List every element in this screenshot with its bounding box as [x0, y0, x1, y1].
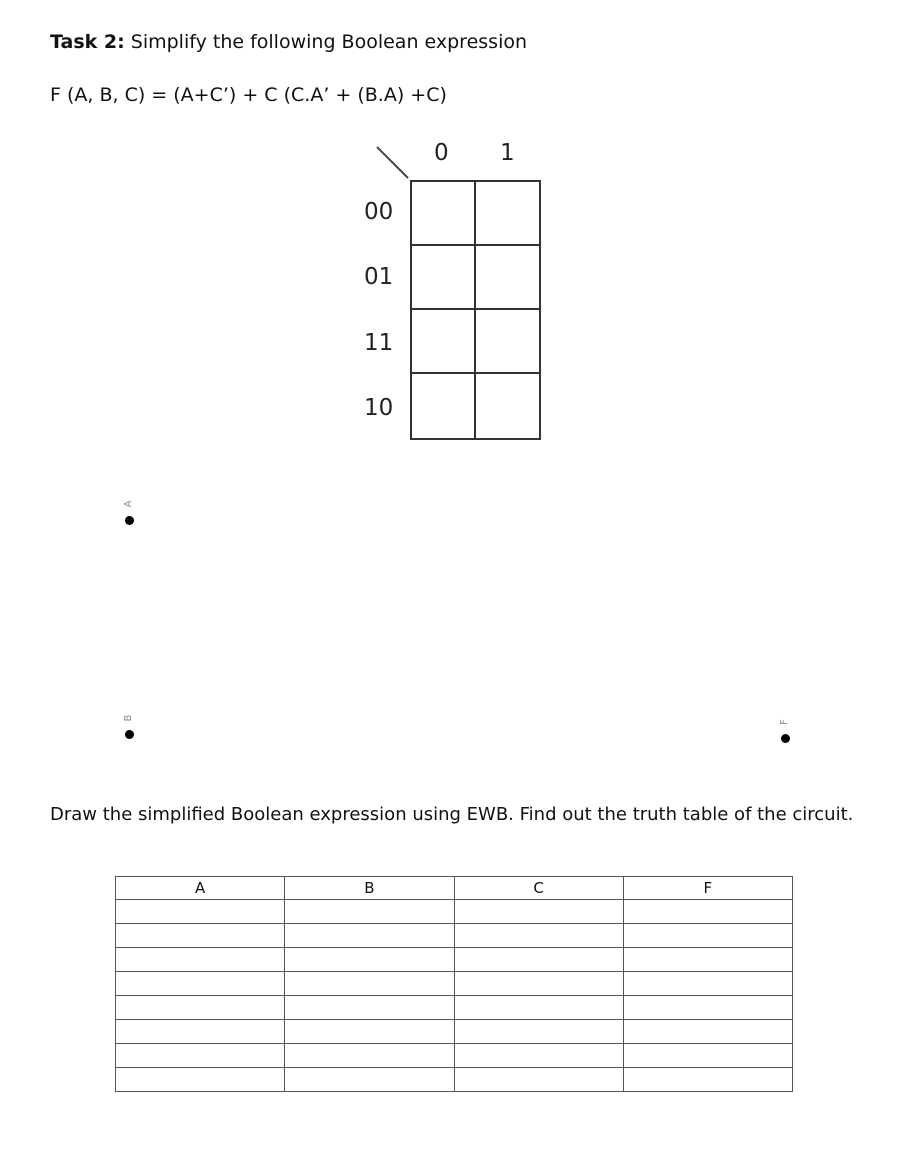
table-cell[interactable]	[285, 948, 454, 972]
table-cell[interactable]	[116, 1068, 285, 1092]
table-cell[interactable]	[454, 972, 623, 996]
kmap-cell[interactable]	[412, 246, 476, 310]
table-cell[interactable]	[454, 996, 623, 1020]
table-row	[116, 1068, 793, 1092]
table-cell[interactable]	[454, 1044, 623, 1068]
truth-table-header-row	[116, 877, 793, 900]
table-cell[interactable]	[116, 1044, 285, 1068]
output-terminal-f[interactable]	[775, 716, 795, 743]
table-cell[interactable]	[623, 948, 792, 972]
table-row	[116, 900, 793, 924]
table-cell[interactable]	[285, 1020, 454, 1044]
table-row	[116, 972, 793, 996]
table-row	[116, 1044, 793, 1068]
kmap-row-label: 11	[364, 330, 394, 356]
input-terminal-a[interactable]	[119, 498, 139, 525]
kmap-grid	[410, 180, 541, 440]
table-cell[interactable]	[623, 996, 792, 1020]
task-heading: Task 2:	[50, 31, 125, 53]
kmap-row-label: 10	[364, 395, 394, 421]
truth-table-body	[116, 900, 793, 1092]
task-title-text: Simplify the following Boolean expression	[130, 31, 528, 53]
table-cell[interactable]	[454, 1020, 623, 1044]
kmap-cell[interactable]	[412, 374, 476, 438]
table-cell[interactable]	[454, 924, 623, 948]
kmap-column-label: 0	[434, 140, 449, 166]
column-header-a: A	[116, 877, 285, 900]
table-cell[interactable]	[623, 972, 792, 996]
table-cell[interactable]	[623, 1020, 792, 1044]
kmap-cell[interactable]	[476, 310, 540, 374]
terminal-label-f: F	[779, 719, 790, 725]
terminal-dot-a[interactable]	[125, 516, 134, 525]
table-cell[interactable]	[623, 900, 792, 924]
table-cell[interactable]	[623, 924, 792, 948]
table-cell[interactable]	[116, 996, 285, 1020]
kmap-cell[interactable]	[412, 310, 476, 374]
table-cell[interactable]	[116, 900, 285, 924]
terminal-dot-b[interactable]	[125, 730, 134, 739]
boolean-expression: F (A, B, C) = (A+C’) + C (C.A’ + (B.A) +C)	[50, 84, 447, 106]
column-header-b: B	[285, 877, 454, 900]
table-cell[interactable]	[116, 1020, 285, 1044]
column-header-f: F	[623, 877, 792, 900]
truth-table	[115, 876, 793, 1092]
column-header-c: C	[454, 877, 623, 900]
terminal-dot-f[interactable]	[781, 734, 790, 743]
kmap-row-label: 00	[364, 199, 394, 225]
table-row	[116, 996, 793, 1020]
table-cell[interactable]	[116, 924, 285, 948]
table-cell[interactable]	[623, 1068, 792, 1092]
terminal-label-a: A	[123, 500, 134, 508]
kmap-cell[interactable]	[476, 246, 540, 310]
input-terminal-b[interactable]	[119, 712, 139, 739]
table-cell[interactable]	[116, 948, 285, 972]
instructions-text: Draw the simplified Boolean expression using EWB. Find out the truth table of the circuit.	[50, 804, 854, 825]
table-row	[116, 948, 793, 972]
kmap-row-label: 01	[364, 264, 394, 290]
table-cell[interactable]	[285, 972, 454, 996]
table-row	[116, 1020, 793, 1044]
table-row	[116, 924, 793, 948]
table-cell[interactable]	[285, 1044, 454, 1068]
table-cell[interactable]	[454, 900, 623, 924]
task-title	[50, 31, 527, 53]
table-cell[interactable]	[285, 924, 454, 948]
table-cell[interactable]	[116, 972, 285, 996]
table-cell[interactable]	[454, 948, 623, 972]
kmap-cell[interactable]	[476, 182, 540, 246]
table-cell[interactable]	[623, 1044, 792, 1068]
karnaugh-map	[360, 135, 560, 455]
table-cell[interactable]	[285, 1068, 454, 1092]
table-cell[interactable]	[285, 900, 454, 924]
table-cell[interactable]	[454, 1068, 623, 1092]
kmap-cell[interactable]	[412, 182, 476, 246]
kmap-column-label: 1	[500, 140, 515, 166]
kmap-cell[interactable]	[476, 374, 540, 438]
table-cell[interactable]	[285, 996, 454, 1020]
terminal-label-b: B	[123, 714, 134, 722]
